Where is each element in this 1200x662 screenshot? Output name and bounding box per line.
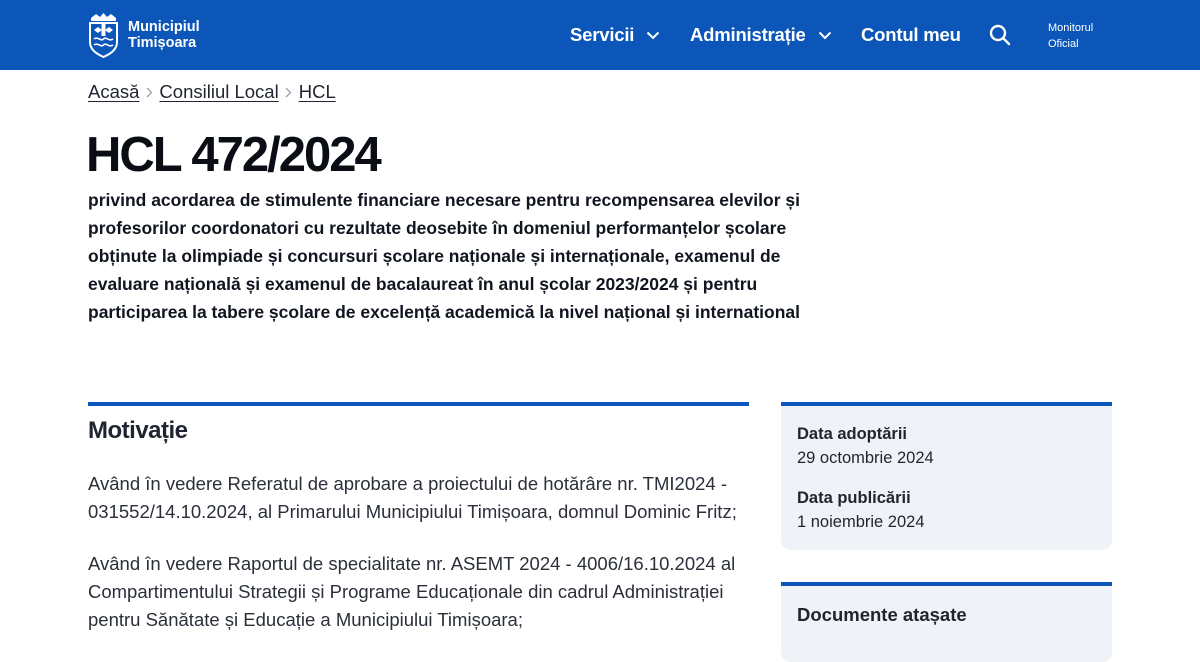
dates-info-card (781, 402, 1112, 550)
page-title: HCL 472/2024 (86, 128, 380, 182)
chevron-right-icon (139, 87, 159, 98)
publication-date-label: Data publicării (797, 489, 911, 507)
breadcrumb-hcl[interactable]: HCL (298, 81, 336, 102)
top-navigation-bar (0, 0, 1200, 70)
adoption-date-label: Data adoptării (797, 425, 908, 443)
attached-documents-card (781, 582, 1112, 662)
motivatie-paragraph: Având în vedere Referatul de aprobare a proiectului de hotărâre nr. TMI2024 - 031552/14.10.2024, al Primarului Municipiului Timișoara, domnul Dominic Fritz; (88, 473, 737, 522)
page-subtitle: privind acordarea de stimulente financiare necesare pentru recompensarea elevilor și profesorilor coordonatori cu rezultate deosebite în domeniul performanțelor școlare obținute la olimpiade și concursuri școlare naționale și internaționale, examenul de evaluare națională și examenul de bacalaureat în anul școlar 2023/2024 și pentru participarea la tabere școlare de excelență academică la nivel național și international (88, 190, 800, 322)
chevron-down-icon (646, 31, 660, 40)
attached-documents-title: Documente atașate (797, 604, 967, 625)
adoption-date-value: 29 octombrie 2024 (797, 449, 934, 467)
nav-servicii-label: Servicii (570, 24, 635, 45)
publication-date-value: 1 noiembrie 2024 (797, 513, 925, 531)
logo-text (128, 19, 200, 51)
nav-administratie-label: Administrație (690, 24, 806, 45)
search-icon[interactable] (988, 23, 1012, 47)
logo-line-1: Municipiul (128, 19, 200, 35)
monitorul-oficial-link[interactable] (1048, 20, 1093, 52)
chevron-down-icon (818, 31, 832, 40)
nav-servicii-menu[interactable] (570, 0, 660, 70)
breadcrumb-consiliul-local[interactable]: Consiliul Local (159, 81, 279, 102)
nav-administratie-menu[interactable] (690, 0, 832, 70)
monitor-line-1: Monitorul (1048, 22, 1094, 34)
breadcrumb (88, 79, 336, 105)
nav-contul-meu-label: Contul meu (861, 24, 961, 45)
motivatie-title: Motivație (88, 417, 188, 444)
motivatie-paragraph: Având în vedere Raportul de specialitate nr. ASEMT 2024 - 4006/16.10.2024 al Compartimentului Strategii și Programe Educaționale din cadrul Administrației pentru Sănătate și Educație a Municipiului Timișoara; (88, 553, 736, 630)
breadcrumb-acasa[interactable]: Acasă (88, 81, 140, 102)
city-coat-of-arms-icon (88, 12, 119, 58)
nav-contul-meu-link[interactable] (861, 0, 961, 70)
motivatie-section (88, 402, 749, 634)
chevron-right-icon (279, 87, 299, 98)
site-logo-link[interactable] (88, 11, 200, 59)
monitor-line-2: Oficial (1048, 38, 1079, 50)
logo-line-2: Timișoara (128, 35, 197, 51)
